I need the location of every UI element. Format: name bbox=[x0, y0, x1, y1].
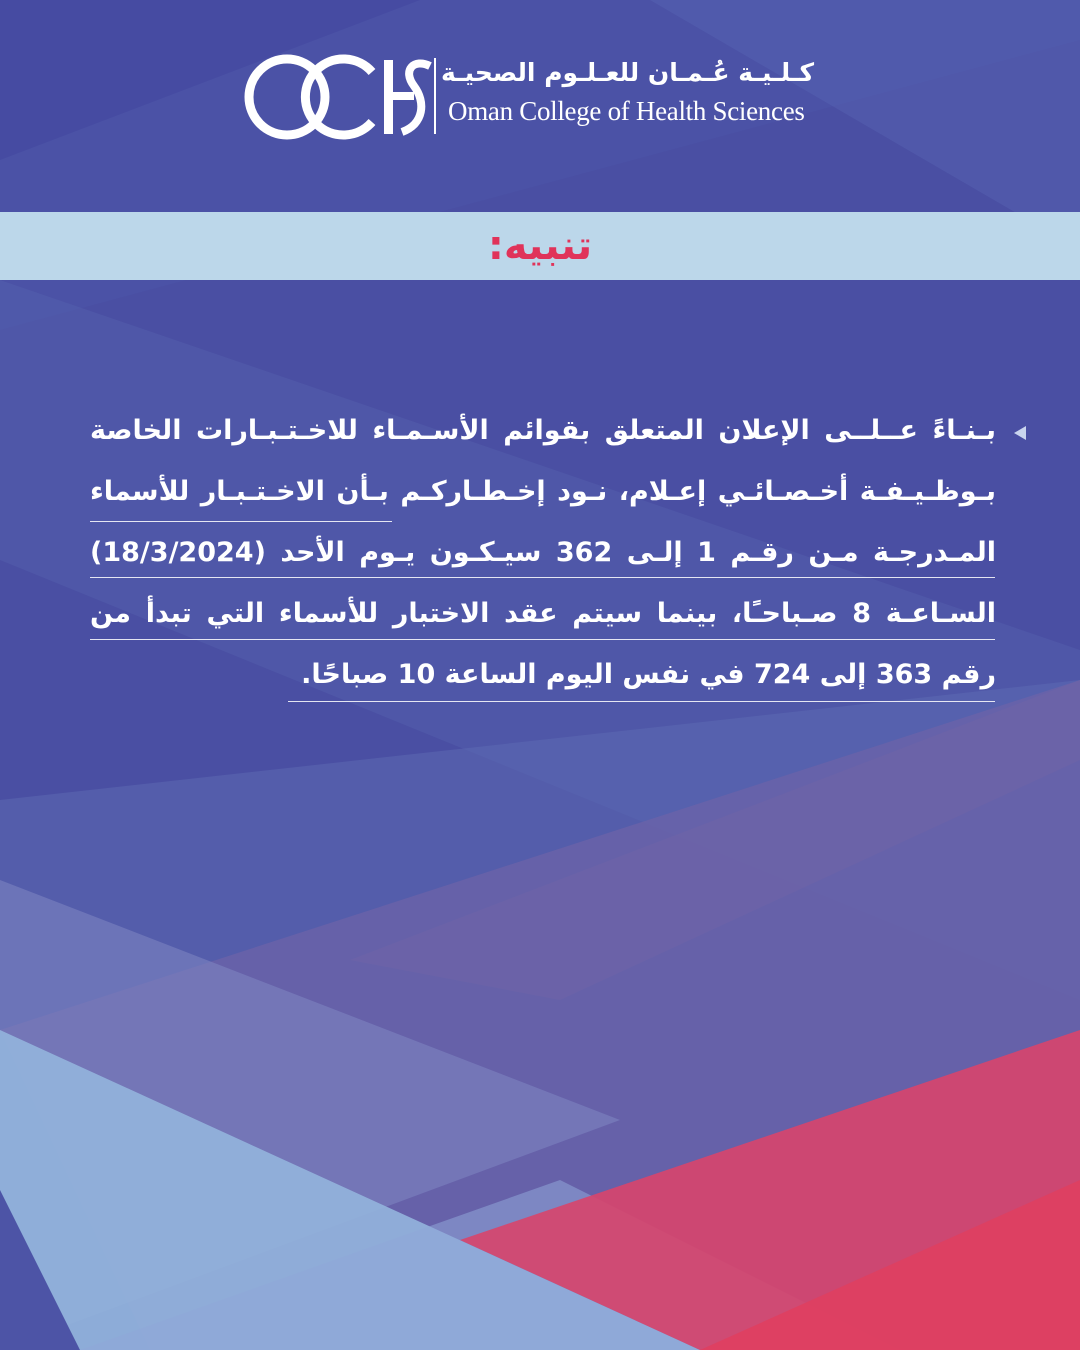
college-name-english: Oman College of Health Sciences bbox=[448, 96, 805, 126]
announcement-text bbox=[90, 400, 996, 705]
underline-rule bbox=[288, 701, 995, 702]
title-banner bbox=[0, 212, 1080, 280]
underline-rule bbox=[90, 577, 995, 578]
college-name-arabic: كـلـيـة عُـمـان للعـلـوم الصحيـة bbox=[440, 58, 814, 87]
underline-rule bbox=[90, 521, 392, 522]
announcement-line: السـاعـة 8 صـباحـًا، بينما سيتم عقد الاختبار للأسماء التي تبدأ من bbox=[90, 598, 996, 629]
announcement-line: بـوظـيـفـة أخـصـائـي إعـلام، نـود إخـطـاركـم بـأن الاخـتـبـار للأسماء bbox=[90, 476, 996, 507]
underline-rule bbox=[90, 639, 995, 640]
college-logo-mark bbox=[244, 52, 434, 142]
announcement-line: بـنـاءً عــلــى الإعلان المتعلق بقوائم الأسـمـاء للاخـتـبـارات الخاصة bbox=[90, 415, 996, 446]
announcement-line: المـدرجـة مـن رقـم 1 إلـى 362 سيـكـون يـوم الأحد (18/3/2024) bbox=[90, 537, 996, 568]
alert-title: تنبيه: bbox=[487, 223, 593, 269]
bullet-arrow-icon bbox=[1014, 426, 1026, 440]
announcement-line: رقم 363 إلى 724 في نفس اليوم الساعة 10 صباحًا. bbox=[301, 659, 996, 690]
